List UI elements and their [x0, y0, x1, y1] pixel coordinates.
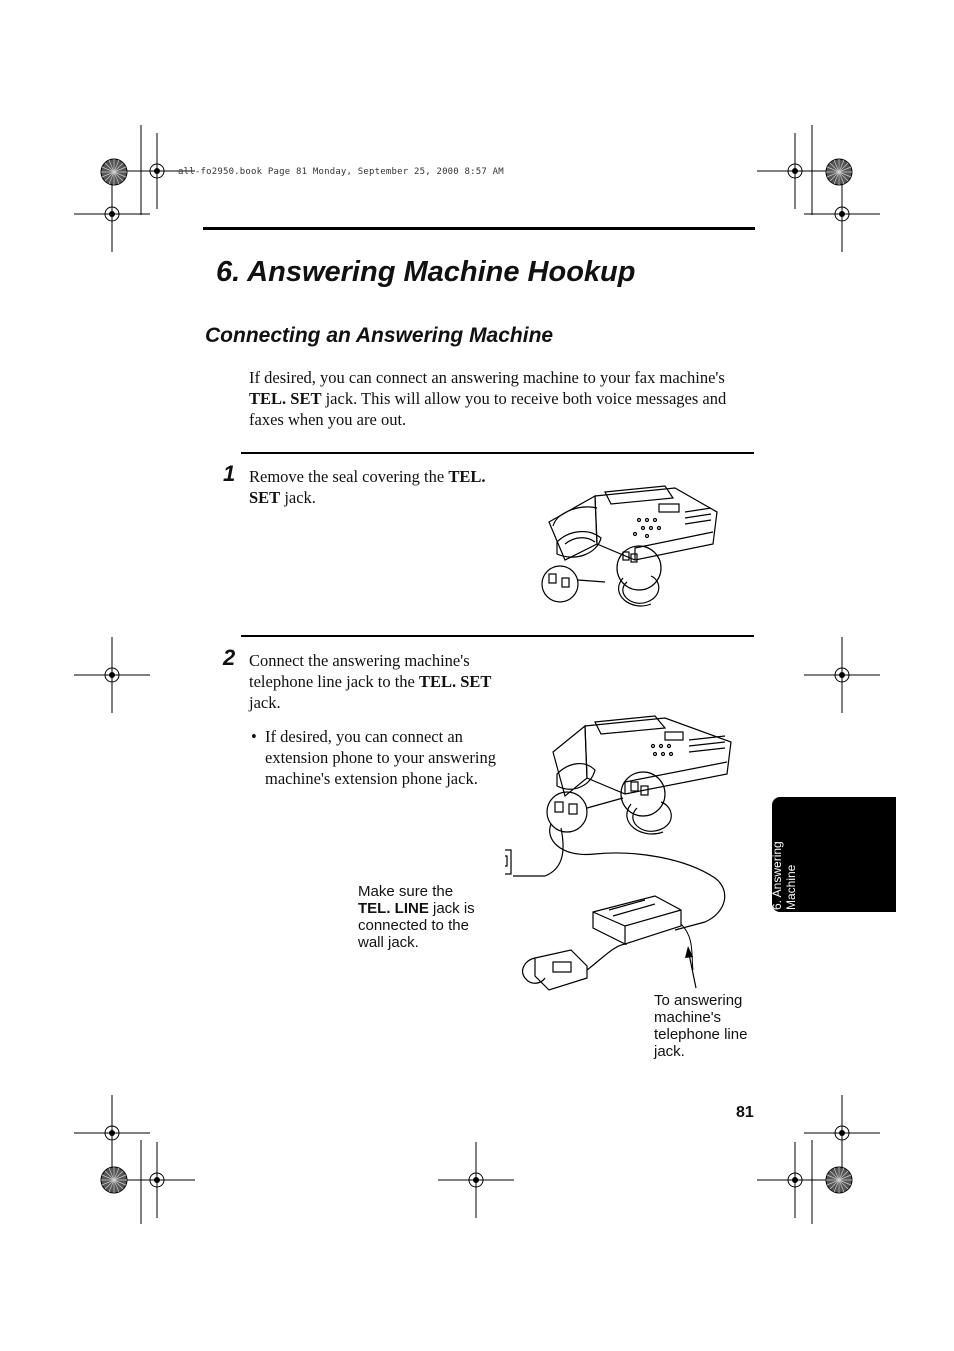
wall-jack-callout: Make sure the TEL. LINE jack is connected to the wall jack. [358, 883, 475, 951]
registration-mark-icon [438, 1142, 514, 1218]
answering-machine-callout: To answering machine's telephone line jack. [654, 992, 748, 1060]
chapter-rule [203, 227, 755, 230]
registration-mark-icon [74, 176, 150, 252]
registration-mark-icon [757, 1142, 833, 1218]
chapter-title: 6. Answering Machine Hookup [216, 256, 636, 288]
registration-mark-icon [804, 637, 880, 713]
registration-mark-icon [101, 159, 127, 185]
intro-paragraph: If desired, you can connect an answering machine to your fax machine's TEL. SET jack. This will allow you to receive both voice messages and faxes when you are out. [249, 368, 727, 429]
step-2-text: Connect the answering machine's telephone line jack to the TEL. SET jack. [249, 651, 492, 712]
step-2-rule [241, 635, 754, 637]
step-1-rule [241, 452, 754, 454]
registration-mark-icon [74, 1095, 150, 1171]
registration-mark-icon [804, 1095, 880, 1171]
callout-arrow [684, 946, 704, 990]
page-number: 81 [736, 1104, 754, 1121]
registration-mark-icon [826, 1167, 852, 1193]
step-1-text: Remove the seal covering the TEL. SET jack. [249, 467, 486, 507]
step-2-number: 2 [223, 645, 236, 670]
registration-mark-icon [74, 637, 150, 713]
print-header-line: all-fo2950.book Page 81 Monday, September 25, 2000 8:57 AM [178, 167, 504, 177]
step-1-number: 1 [223, 461, 236, 486]
step-2-bullet: If desired, you can connect an extension phone to your answering machine's extension phone jack. [265, 727, 496, 788]
bullet-marker: • [251, 727, 257, 746]
registration-mark-icon [804, 176, 880, 252]
registration-mark-icon [101, 1167, 127, 1193]
registration-mark-icon [119, 1142, 195, 1218]
answering-machine-hookup-illustration [505, 708, 750, 998]
registration-mark-icon [826, 159, 852, 185]
section-title: Connecting an Answering Machine [205, 324, 554, 347]
registration-mark-icon [757, 133, 833, 209]
fax-machine-illustration [535, 482, 725, 610]
chapter-side-tab-label: 6. Answering Machine [770, 841, 798, 910]
